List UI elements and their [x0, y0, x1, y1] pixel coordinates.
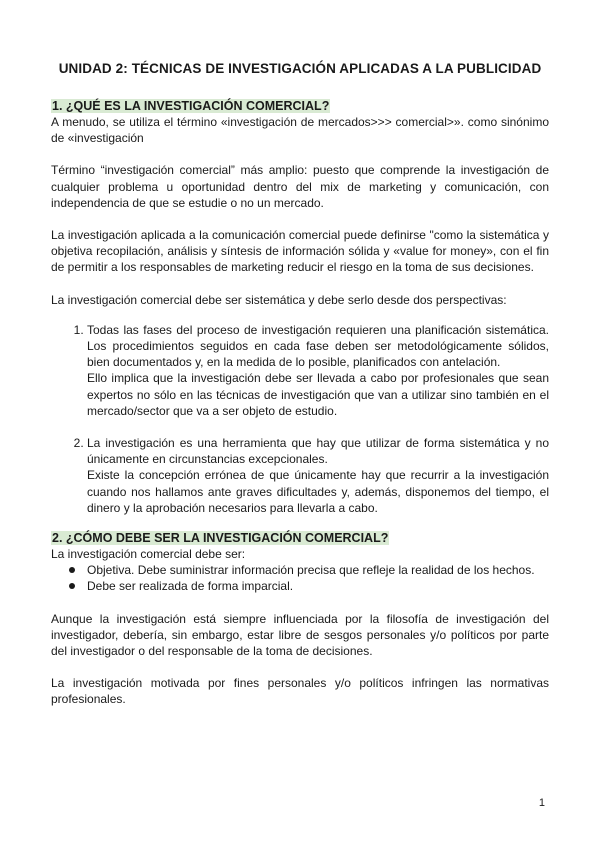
list-item-2-text: 2. La investigación es una herramienta que hay que utilizar de forma sistemática y no únicamente en circunstancias excepcionales. [87, 436, 549, 467]
document-title: UNIDAD 2: TÉCNICAS DE INVESTIGACIÓN APLICADAS A LA PUBLICIDAD [58, 61, 542, 76]
page-number: 1 [538, 797, 545, 809]
section-1-paragraph-2: Término “investigación comercial” más amplio: puesto que comprende la investigación de cualquier problema u oportunidad dentro del mix de marketing y comunicación, con independencia de que se estudie o no un mercado. [51, 163, 549, 210]
perspectives-list-item-1 [87, 322, 549, 419]
list-item-2-text-cont: Existe la concepción errónea de que únicamente hay que recurrir a la investigación cuando nos hallamos ante graves dificultades y, además, disponemos del tiempo, el dinero y la aprobación necesarios para llevarla a cabo. [87, 468, 549, 515]
list-item-1-text: 1. Todas las fases del proceso de investigación requieren una planificación sistemática. Los procedimientos seguidos en cada fase deben ser metodológicamente sólidos, bien documentados y, en la medida de lo posible, planificados con antelación. [87, 322, 549, 370]
section-1-paragraph-3: La investigación aplicada a la comunicación comercial puede definirse "como la sistemática y objetiva recopilación, análisis y síntesis de información sólida y «value for money», con el fin de permitir a los responsables de marketing reducir el riesgo en la toma de sus decisiones. [51, 228, 549, 275]
bullet-icon [69, 567, 75, 573]
section-1-paragraph-4: La investigación comercial debe ser sistemática y debe serlo desde dos perspectivas: [51, 292, 507, 307]
section-1-heading-text: 1. ¿QUÉ ES LA INVESTIGACIÓN COMERCIAL? [52, 99, 330, 113]
document-page [51, 58, 549, 724]
section-1-heading [51, 98, 549, 114]
section-2-paragraph-1: Aunque la investigación está siempre influenciada por la filosofía de investigación del investigador, debería, sin embargo, estar libre de sesgos personales y/o políticos por parte del investigador o del responsable de la toma de decisiones. [51, 611, 549, 659]
requirements-list [51, 562, 549, 594]
section-2-heading [51, 530, 549, 546]
requirements-list-item-1 [87, 562, 549, 578]
section-2-heading-text: 2. ¿CÓMO DEBE SER LA INVESTIGACIÓN COMERCIAL? [52, 531, 389, 546]
requirements-list-item-2 [87, 578, 549, 594]
section-2-paragraph-2: La investigación motivada por fines personales y/o políticos infringen las normativas profesionales. [51, 676, 549, 707]
requirements-list-item-2-text: Debe ser realizada de forma imparcial. [87, 579, 294, 594]
bullet-icon [69, 583, 75, 589]
section-2-intro: La investigación comercial debe ser: [51, 547, 246, 562]
perspectives-list-item-2 [87, 435, 549, 516]
list-item-1-text-cont: Ello implica que la investigación debe ser llevada a cabo por profesionales que sean expertos no sólo en las técnicas de investigación que van a utilizar sino también en el mercado/sector que va a ser objeto de estudio. [87, 371, 549, 418]
perspectives-list [51, 322, 549, 516]
section-1-paragraph-1: A menudo, se utiliza el término «investigación de mercados>>> comercial>». como sinónimo de «investigación [51, 115, 549, 146]
requirements-list-item-1-text: Objetiva. Debe suministrar información precisa que refleje la realidad de los hechos. [87, 563, 535, 578]
